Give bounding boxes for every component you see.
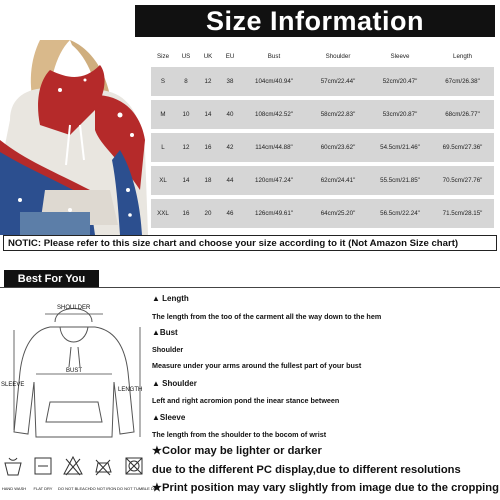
cell-shoulder: 64cm/25.20"	[307, 199, 369, 228]
cell-uk: 20	[197, 199, 219, 228]
cell-us: 16	[175, 199, 197, 228]
diagram-bust-label: BUST	[66, 368, 83, 374]
cell-bust: 120cm/47.24"	[241, 166, 307, 195]
table-header-row	[151, 49, 494, 63]
bust-text: Measure under your arms around the fullest part of your bust	[152, 361, 362, 370]
cell-eu: 44	[219, 166, 241, 195]
best-for-you-label: Best For You	[17, 272, 86, 285]
notice-box	[3, 235, 497, 251]
cell-us: 8	[175, 67, 197, 96]
cell-shoulder: 58cm/22.83"	[307, 100, 369, 129]
cell-length: 71.5cm/28.15"	[431, 199, 494, 228]
cell-sleeve: 54.5cm/21.46"	[369, 133, 431, 162]
care-instructions	[0, 452, 160, 500]
size-table	[151, 45, 494, 232]
cell-size: M	[151, 100, 175, 129]
header-eu: EU	[225, 52, 235, 60]
sleeve-title: ▲Sleeve	[152, 413, 186, 422]
cell-eu: 42	[219, 133, 241, 162]
header-shoulder: Shoulder	[325, 52, 351, 60]
measurement-descriptions	[152, 292, 498, 500]
cell-size: S	[151, 67, 175, 96]
cell-shoulder: 60cm/23.62"	[307, 133, 369, 162]
cell-size: XL	[151, 166, 175, 195]
cell-bust: 114cm/44.88"	[241, 133, 307, 162]
sleeve-text: The length from the shoulder to the bocom of wrist	[152, 430, 327, 439]
cell-bust: 108cm/42.52"	[241, 100, 307, 129]
length-text: The length from the too of the carment all the way down to the hem	[152, 312, 382, 321]
length-title: ▲ Length	[152, 294, 189, 303]
bust-title: ▲Bust	[152, 328, 178, 337]
header-size: Size	[156, 52, 170, 60]
print-position-note: ★Print position may vary slightly from image due to the cropping	[152, 482, 499, 494]
do-not-iron-icon	[93, 455, 113, 477]
cell-us: 14	[175, 166, 197, 195]
do-not-tumble-dry-icon	[124, 455, 144, 477]
header-sleeve: Sleeve	[390, 52, 410, 60]
measurement-diagram	[0, 292, 150, 452]
cell-eu: 40	[219, 100, 241, 129]
cell-length: 67cm/26.38"	[431, 67, 494, 96]
care-label-do-not-iron: DO NOT IRON	[89, 486, 117, 491]
header-uk: UK	[203, 52, 213, 60]
table-row	[151, 67, 494, 96]
cell-uk: 14	[197, 100, 219, 129]
cell-sleeve: 56.5cm/22.24"	[369, 199, 431, 228]
cell-sleeve: 55.5cm/21.85"	[369, 166, 431, 195]
cell-shoulder: 57cm/22.44"	[307, 67, 369, 96]
care-label-hand-wash: HAND WASH	[1, 486, 27, 491]
hand-wash-icon	[3, 455, 23, 477]
table-row	[151, 166, 494, 195]
cell-size: L	[151, 133, 175, 162]
title-banner	[135, 5, 495, 37]
cell-uk: 12	[197, 67, 219, 96]
diagram-shoulder-label: SHOULDER	[57, 305, 91, 311]
section-divider	[0, 287, 500, 288]
cell-us: 12	[175, 133, 197, 162]
shoulder-word: Shoulder	[152, 345, 184, 354]
cell-sleeve: 52cm/20.47"	[369, 67, 431, 96]
diagram-sleeve-label: SLEEVE	[1, 382, 25, 388]
cell-us: 10	[175, 100, 197, 129]
shoulder-title: ▲ Shoulder	[152, 379, 197, 388]
display-note: due to the different PC display,due to different resolutions	[152, 464, 461, 476]
product-photo	[0, 40, 150, 235]
cell-length: 70.5cm/27.76"	[431, 166, 494, 195]
cell-eu: 46	[219, 199, 241, 228]
care-label-do-not-tumble-dry: DO NOT TUMBLE DRY	[117, 486, 160, 491]
table-row	[151, 133, 494, 162]
shoulder-text: Left and right acromion pond the inear stance between	[152, 396, 340, 405]
diagram-length-label: LENGTH	[118, 387, 143, 393]
cell-bust: 104cm/40.94"	[241, 67, 307, 96]
cell-bust: 126cm/49.61"	[241, 199, 307, 228]
cell-size: XXL	[151, 199, 175, 228]
header-bust: Bust	[267, 52, 281, 60]
header-us: US	[181, 52, 191, 60]
cell-uk: 16	[197, 133, 219, 162]
cell-shoulder: 62cm/24.41"	[307, 166, 369, 195]
color-note: ★Color may be lighter or darker	[152, 445, 322, 457]
size-chart	[151, 45, 494, 230]
page-title: Size Information	[205, 5, 424, 36]
do-not-bleach-icon	[63, 455, 83, 477]
best-for-you-banner	[4, 270, 99, 287]
header-length: Length	[453, 52, 472, 60]
table-row	[151, 199, 494, 228]
cell-length: 69.5cm/27.36"	[431, 133, 494, 162]
cell-uk: 18	[197, 166, 219, 195]
cell-length: 68cm/26.77"	[431, 100, 494, 129]
cell-eu: 38	[219, 67, 241, 96]
care-label-flat-dry: FLAT DRY	[33, 486, 53, 491]
notice-text: NOTIC: Please refer to this size chart and choose your size according to it (Not Amazon Size chart)	[8, 237, 459, 249]
cell-sleeve: 53cm/20.87"	[369, 100, 431, 129]
flat-dry-icon	[33, 455, 53, 477]
table-row	[151, 100, 494, 129]
hoodie-photo-illustration	[0, 40, 150, 235]
care-label-do-not-bleach: DO NOT BLEACH	[58, 486, 91, 491]
